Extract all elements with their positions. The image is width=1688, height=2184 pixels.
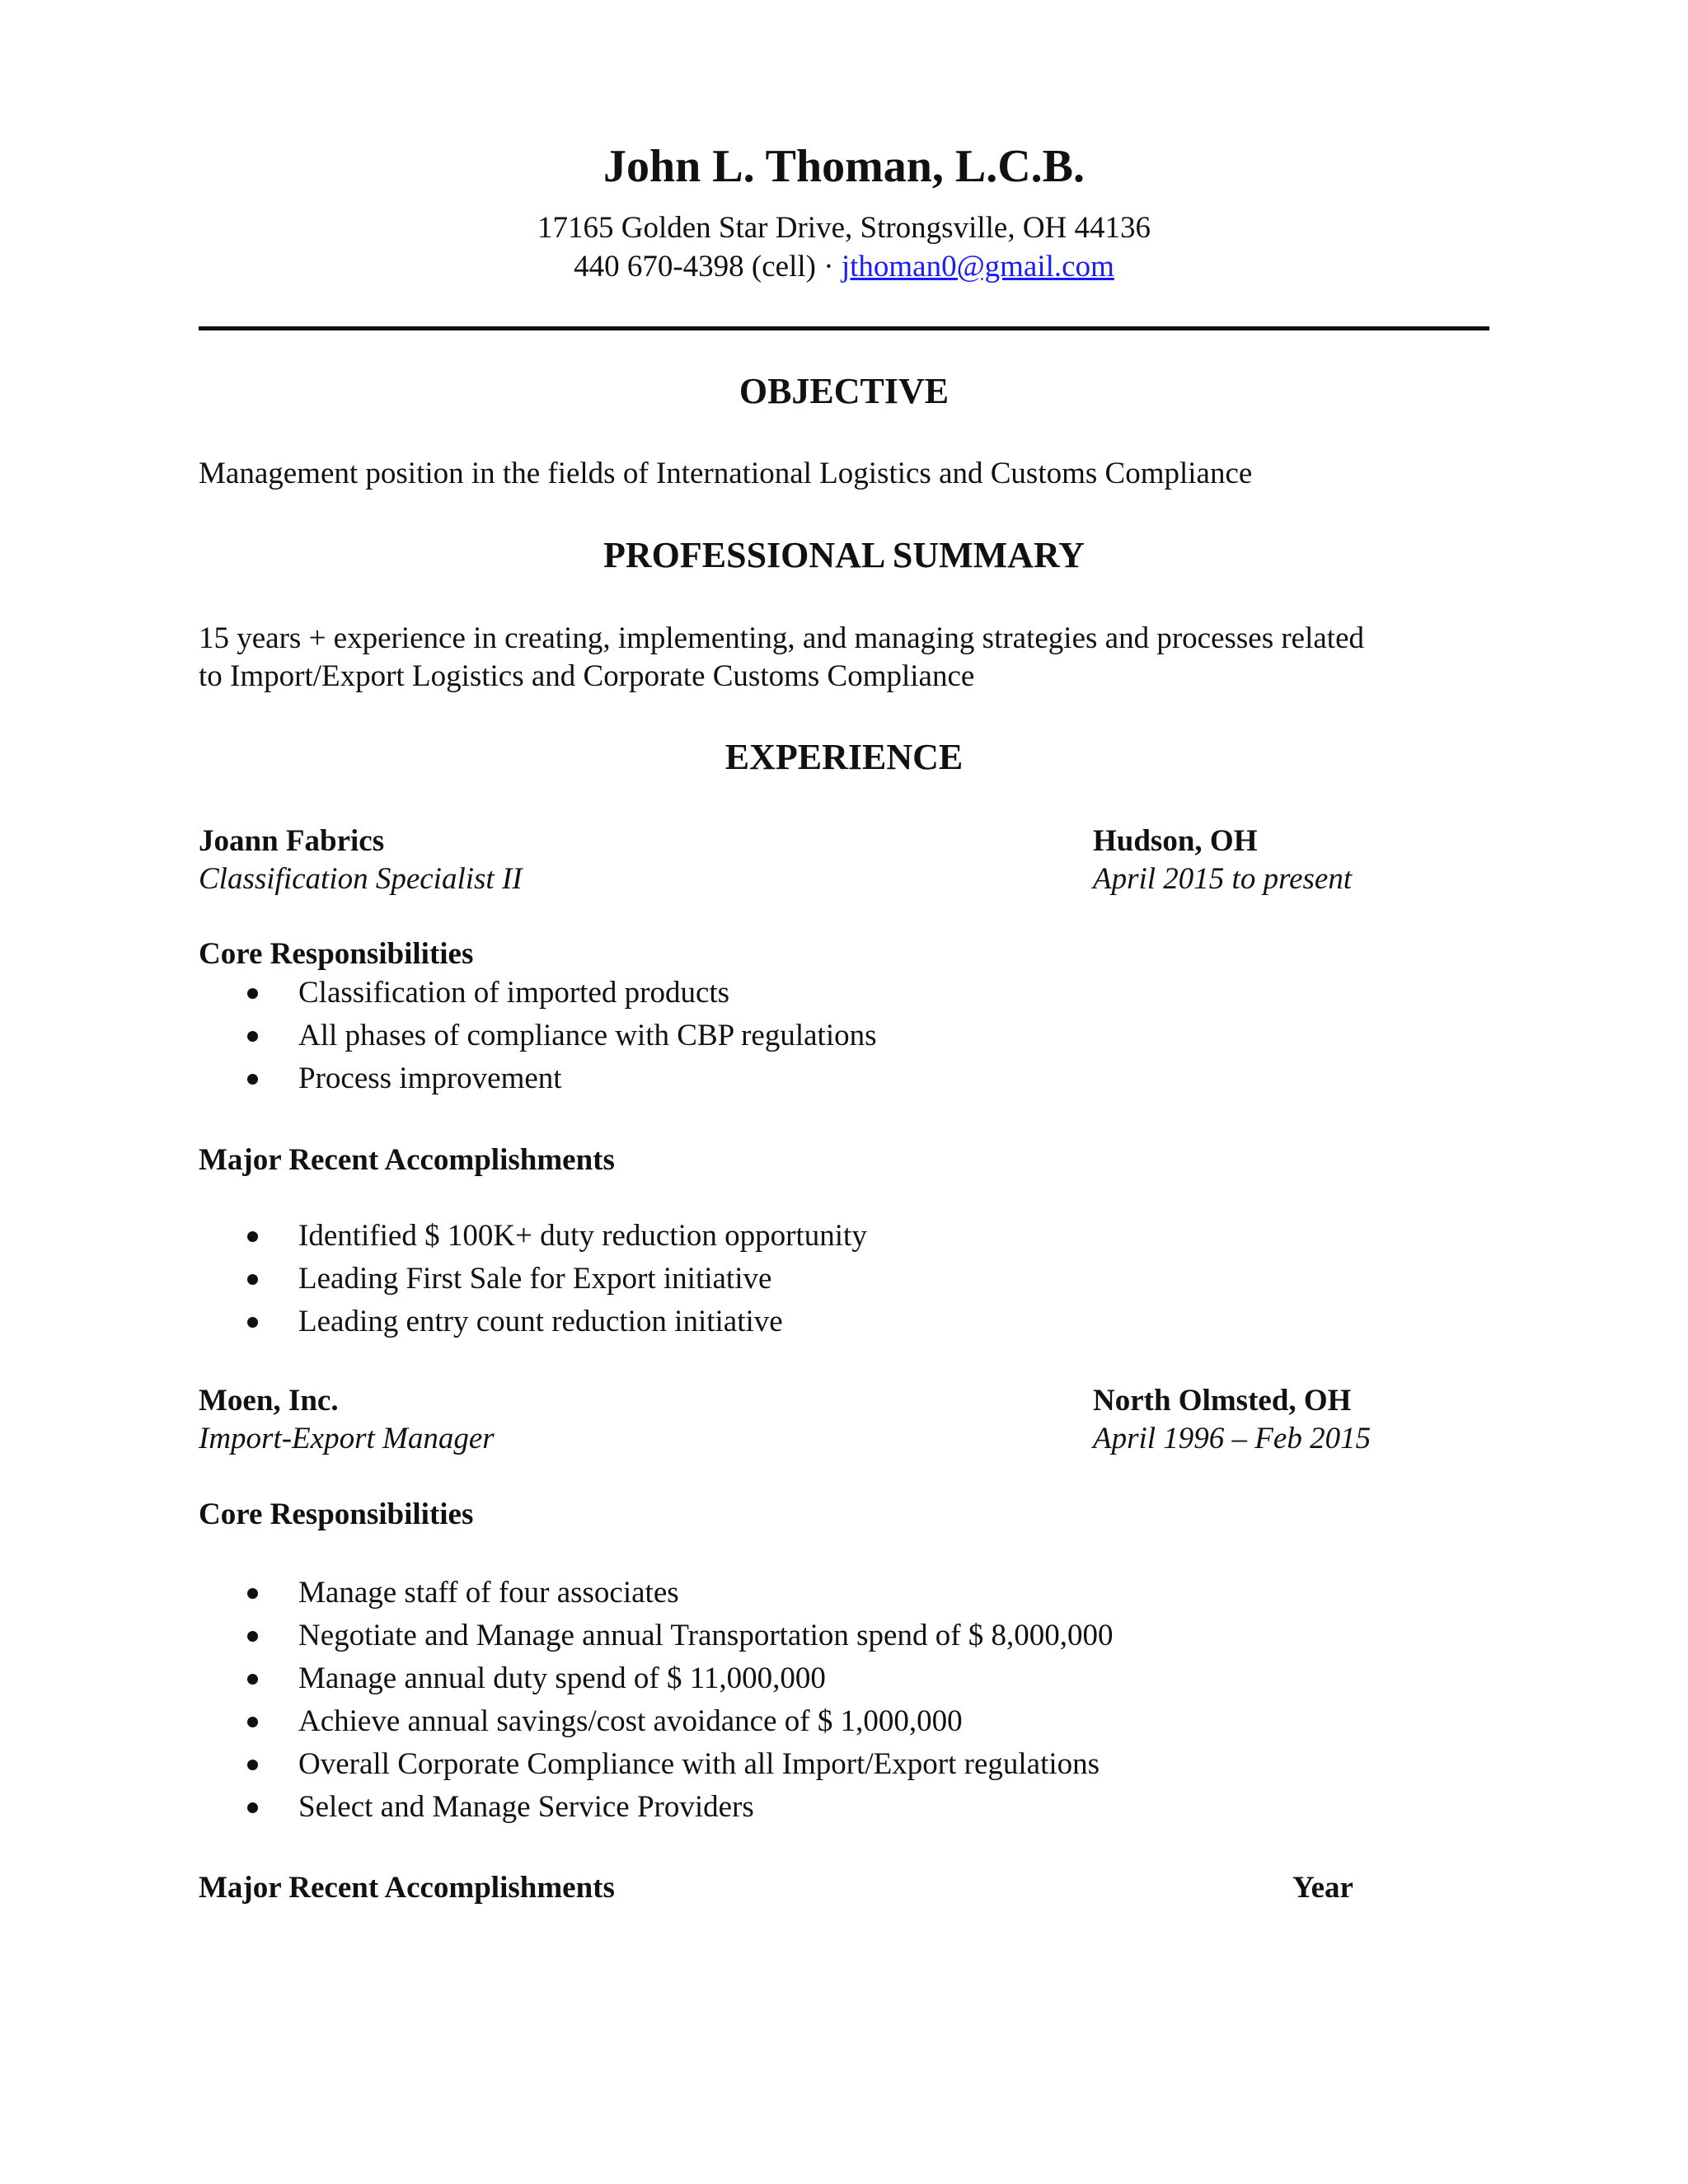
- summary-text-line-2: to Import/Export Logistics and Corporate Customs Compliance: [199, 659, 975, 693]
- year-column-heading: Year: [1292, 1871, 1353, 1905]
- accomplishments-heading: Major Recent Accomplishments: [199, 1143, 615, 1177]
- accomplishments-heading: Major Recent Accomplishments: [199, 1871, 615, 1905]
- bullet-icon: [247, 1717, 258, 1727]
- core-responsibilities-heading: Core Responsibilities: [199, 937, 474, 971]
- bullet-icon: [247, 1631, 258, 1642]
- objective-heading: OBJECTIVE: [738, 371, 950, 411]
- summary-heading: PROFESSIONAL SUMMARY: [603, 535, 1085, 575]
- list-item: Select and Manage Service Providers: [247, 1788, 1114, 1831]
- email-link[interactable]: jthoman0@gmail.com: [841, 250, 1114, 284]
- job-company: Moen, Inc.: [199, 1384, 339, 1418]
- core-responsibilities-heading: Core Responsibilities: [199, 1497, 474, 1531]
- list-item: Manage annual duty spend of $ 11,000,000: [247, 1660, 1114, 1703]
- job-dates: April 1996 – Feb 2015: [1093, 1422, 1372, 1455]
- bullet-icon: [247, 1274, 258, 1285]
- job-dates: April 2015 to present: [1093, 862, 1353, 896]
- bullet-icon: [247, 1031, 258, 1042]
- accomplishments-list: [247, 1217, 867, 1346]
- phone-number: 440 670-4398 (cell) ·: [574, 250, 842, 284]
- list-item: Identified $ 100K+ duty reduction opportunity: [247, 1217, 867, 1260]
- list-item: Process improvement: [247, 1060, 877, 1103]
- bullet-icon: [247, 1317, 258, 1328]
- mailing-address: 17165 Golden Star Drive, Strongsville, OH 44136: [537, 211, 1151, 245]
- experience-heading: EXPERIENCE: [724, 737, 964, 777]
- contact-line: [0, 248, 1688, 286]
- header-divider: [199, 326, 1489, 330]
- list-item: Classification of imported products: [247, 974, 877, 1017]
- list-item: Overall Corporate Compliance with all Import/Export regulations: [247, 1746, 1114, 1788]
- bullet-icon: [247, 1074, 258, 1085]
- list-item: Manage staff of four associates: [247, 1574, 1114, 1617]
- job-company: Joann Fabrics: [199, 824, 385, 858]
- list-item: Leading First Sale for Export initiative: [247, 1260, 867, 1303]
- list-item: Negotiate and Manage annual Transportation spend of $ 8,000,000: [247, 1617, 1114, 1660]
- objective-text: Management position in the fields of International Logistics and Customs Compliance: [199, 457, 1253, 490]
- list-item: All phases of compliance with CBP regulations: [247, 1017, 877, 1060]
- list-item: Achieve annual savings/cost avoidance of $ 1,000,000: [247, 1703, 1114, 1746]
- list-item: Leading entry count reduction initiative: [247, 1303, 867, 1346]
- core-responsibilities-list: [247, 1574, 1114, 1831]
- core-responsibilities-list: [247, 974, 877, 1103]
- job-location: Hudson, OH: [1093, 824, 1258, 858]
- job-title: Classification Specialist II: [199, 862, 523, 896]
- bullet-icon: [247, 1674, 258, 1685]
- bullet-icon: [247, 1588, 258, 1599]
- job-title: Import-Export Manager: [199, 1422, 495, 1455]
- bullet-icon: [247, 1231, 258, 1242]
- bullet-icon: [247, 988, 258, 999]
- summary-text-line-1: 15 years + experience in creating, implementing, and managing strategies and processes related: [199, 621, 1365, 655]
- job-location: North Olmsted, OH: [1093, 1384, 1352, 1418]
- bullet-icon: [247, 1760, 258, 1770]
- candidate-name: John L. Thoman, L.C.B.: [603, 141, 1085, 192]
- bullet-icon: [247, 1802, 258, 1813]
